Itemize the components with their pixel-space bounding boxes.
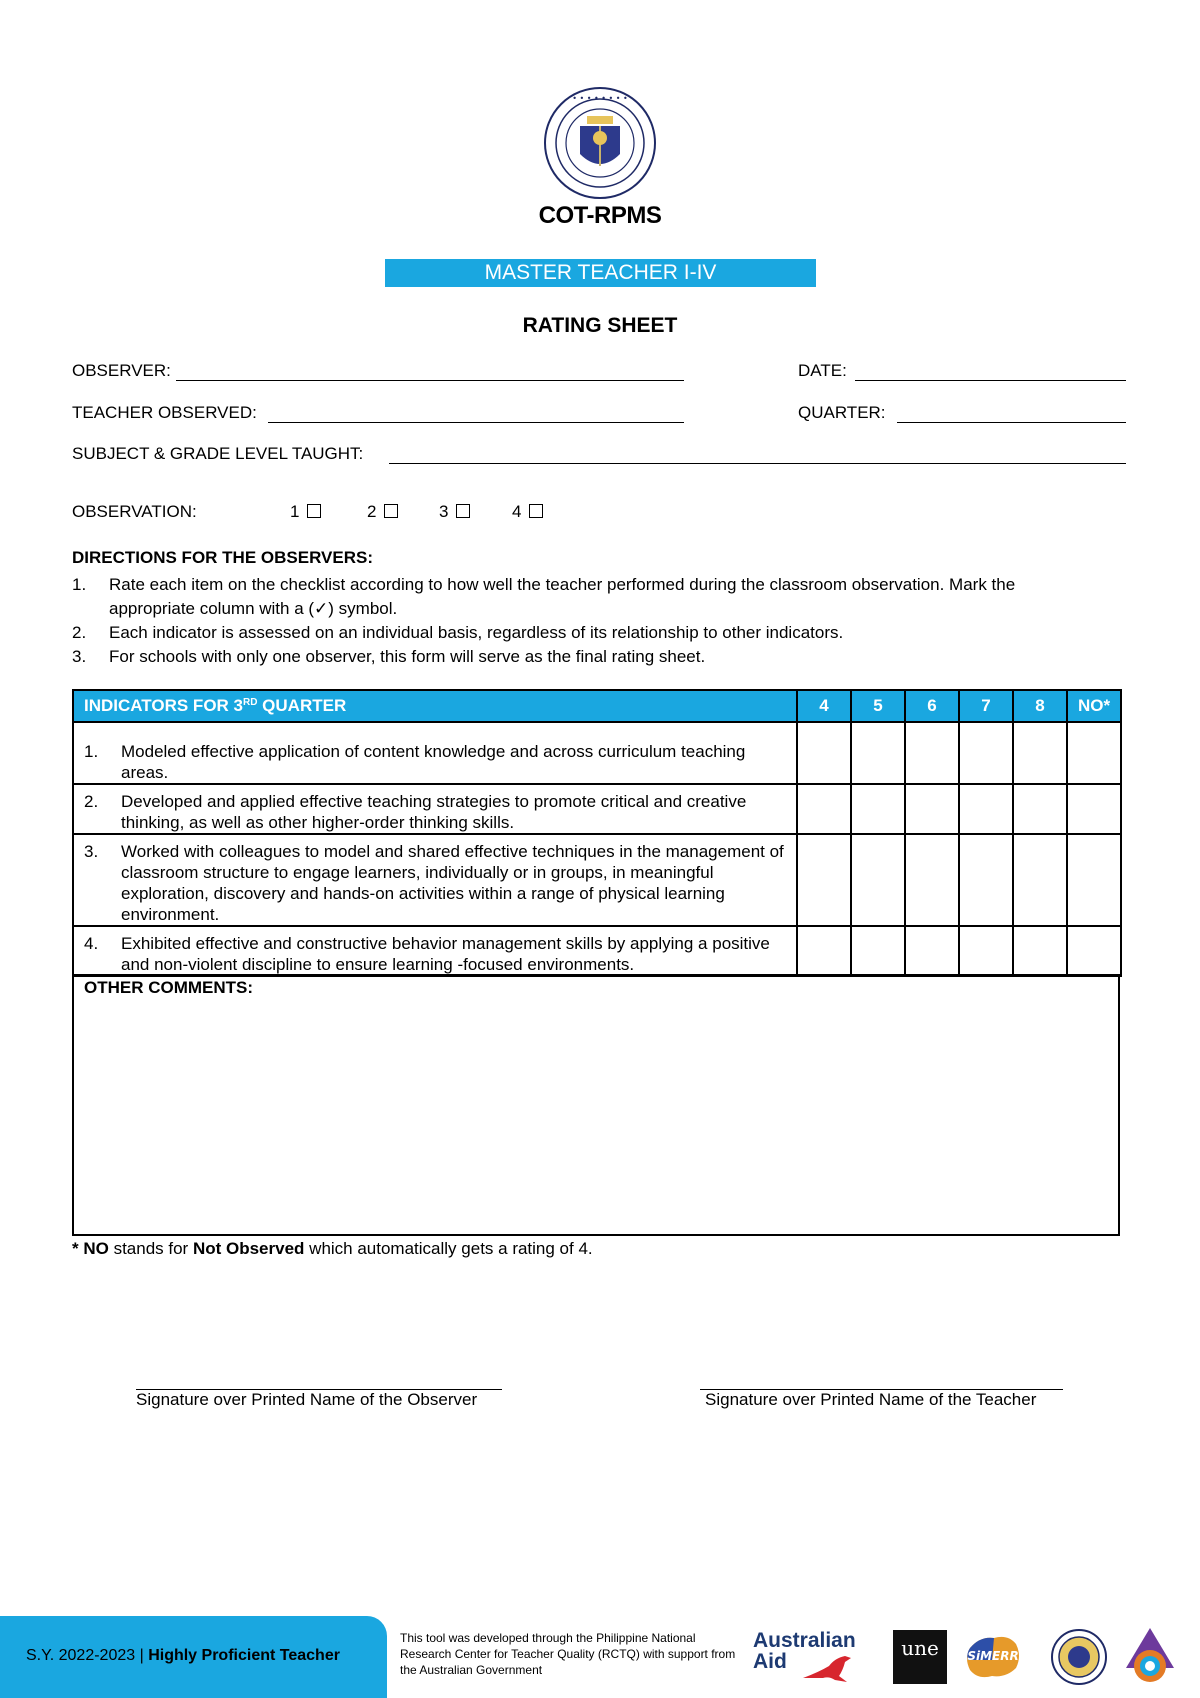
direction-item: 1. Rate each item on the checklist according to how well the teacher performed during the classroom observation. Mark the appropriate column with a (✓) symbol.: [72, 575, 1016, 618]
other-comments-label: OTHER COMMENTS:: [84, 978, 254, 997]
rctq-logo: [1124, 1626, 1176, 1686]
column-header-no: NO*: [1067, 690, 1121, 722]
footnote: * NO stands for Not Observed which automatically gets a rating of 4.: [72, 1239, 593, 1258]
column-header-6: 6: [905, 690, 959, 722]
svg-text:SiMERR: SiMERR: [967, 1649, 1019, 1663]
rating-cell[interactable]: [1013, 722, 1067, 784]
australian-aid-logo: Australian Aid: [753, 1630, 871, 1686]
rating-cell[interactable]: [905, 834, 959, 926]
column-header-8: 8: [1013, 690, 1067, 722]
position-banner: MASTER TEACHER I-IV: [385, 259, 816, 287]
svg-text:• • • • • • • •: • • • • • • • •: [572, 94, 628, 103]
column-header-5: 5: [851, 690, 905, 722]
rating-cell[interactable]: [851, 926, 905, 976]
table-row: [73, 784, 1121, 834]
observer-signature-label: Signature over Printed Name of the Observer: [136, 1390, 478, 1409]
observer-field[interactable]: [176, 380, 684, 381]
simerr-logo: [962, 1630, 1024, 1684]
checkbox-icon[interactable]: [384, 504, 398, 518]
rating-cell[interactable]: [851, 722, 905, 784]
table-row: [73, 926, 1121, 976]
rating-cell[interactable]: [905, 784, 959, 834]
rating-cell[interactable]: [959, 784, 1013, 834]
rating-cell[interactable]: [797, 834, 851, 926]
rating-cell[interactable]: [959, 722, 1013, 784]
table-row: [73, 834, 1121, 926]
column-header-4: 4: [797, 690, 851, 722]
rating-cell[interactable]: [851, 834, 905, 926]
rating-cell[interactable]: [1013, 834, 1067, 926]
rating-cell[interactable]: [1013, 784, 1067, 834]
rating-cell[interactable]: [1067, 784, 1121, 834]
rctq-seal-logo: [1050, 1628, 1108, 1686]
rating-cell[interactable]: [959, 834, 1013, 926]
date-label: DATE:: [798, 361, 847, 380]
document-title: COT-RPMS: [538, 202, 662, 229]
rating-cell[interactable]: [1013, 926, 1067, 976]
observation-option-2[interactable]: 2: [367, 502, 398, 522]
checkbox-icon[interactable]: [529, 504, 543, 518]
une-logo: une: [893, 1630, 947, 1684]
rating-cell[interactable]: [905, 722, 959, 784]
subject-label: SUBJECT & GRADE LEVEL TAUGHT:: [72, 444, 364, 463]
quarter-field[interactable]: [897, 422, 1126, 423]
document-subtitle: RATING SHEET: [522, 314, 678, 337]
rating-cell[interactable]: [797, 722, 851, 784]
direction-item: 2. Each indicator is assessed on an individual basis, regardless of its relationship to other indicators.: [72, 623, 844, 642]
directions-list: [72, 573, 1072, 669]
rating-cell[interactable]: [797, 784, 851, 834]
indicator-cell: 1. Modeled effective application of content knowledge and across curriculum teaching areas.: [73, 722, 797, 784]
observation-label: OBSERVATION:: [72, 502, 197, 521]
indicators-table: [72, 689, 1122, 977]
teacher-observed-field[interactable]: [268, 422, 684, 423]
rating-cell[interactable]: [1067, 722, 1121, 784]
rating-cell[interactable]: [1067, 834, 1121, 926]
direction-item: 3. For schools with only one observer, this form will serve as the final rating sheet.: [72, 647, 706, 666]
table-row: [73, 722, 1121, 784]
indicator-cell: 3. Worked with colleagues to model and shared effective techniques in the management of classroom structure to engage learners, individually or in groups, in meaningful exploration, discovery and hands-on activities within a range of physical learning environment.: [73, 834, 797, 926]
kangaroo-icon: [799, 1652, 859, 1684]
observation-option-4[interactable]: 4: [512, 502, 543, 522]
teacher-observed-label: TEACHER OBSERVED:: [72, 403, 257, 422]
table-header-row: [73, 690, 1121, 722]
teacher-signature-label: Signature over Printed Name of the Teacher: [705, 1390, 1037, 1409]
indicator-cell: 4. Exhibited effective and constructive behavior management skills by applying a positive and non-violent discipline to ensure learning -focused environments.: [73, 926, 797, 976]
observer-label: OBSERVER:: [72, 361, 171, 380]
checkbox-icon[interactable]: [307, 504, 321, 518]
date-field[interactable]: [855, 380, 1126, 381]
footer-tool-note: This tool was developed through the Philippine National Research Center for Teacher Quality (RCTQ) with support from the Australian Government: [400, 1631, 736, 1677]
checkbox-icon[interactable]: [456, 504, 470, 518]
deped-seal-logo: [543, 86, 657, 200]
footer-school-year: S.Y. 2022-2023 | Highly Proficient Teacher: [26, 1647, 340, 1664]
observation-option-3[interactable]: 3: [439, 502, 470, 522]
observation-option-1[interactable]: 1: [290, 502, 321, 522]
column-header-7: 7: [959, 690, 1013, 722]
quarter-label: QUARTER:: [798, 403, 886, 422]
rating-cell[interactable]: [797, 926, 851, 976]
indicators-header: INDICATORS FOR 3RD QUARTER: [73, 690, 797, 722]
subject-field[interactable]: [389, 463, 1126, 464]
rating-cell[interactable]: [905, 926, 959, 976]
rating-cell[interactable]: [1067, 926, 1121, 976]
other-comments-box[interactable]: [72, 974, 1120, 1236]
rating-cell[interactable]: [851, 784, 905, 834]
directions-heading: DIRECTIONS FOR THE OBSERVERS:: [72, 548, 373, 567]
rating-cell[interactable]: [959, 926, 1013, 976]
indicator-cell: 2. Developed and applied effective teaching strategies to promote critical and creative thinking, as well as other higher-order thinking skills.: [73, 784, 797, 834]
